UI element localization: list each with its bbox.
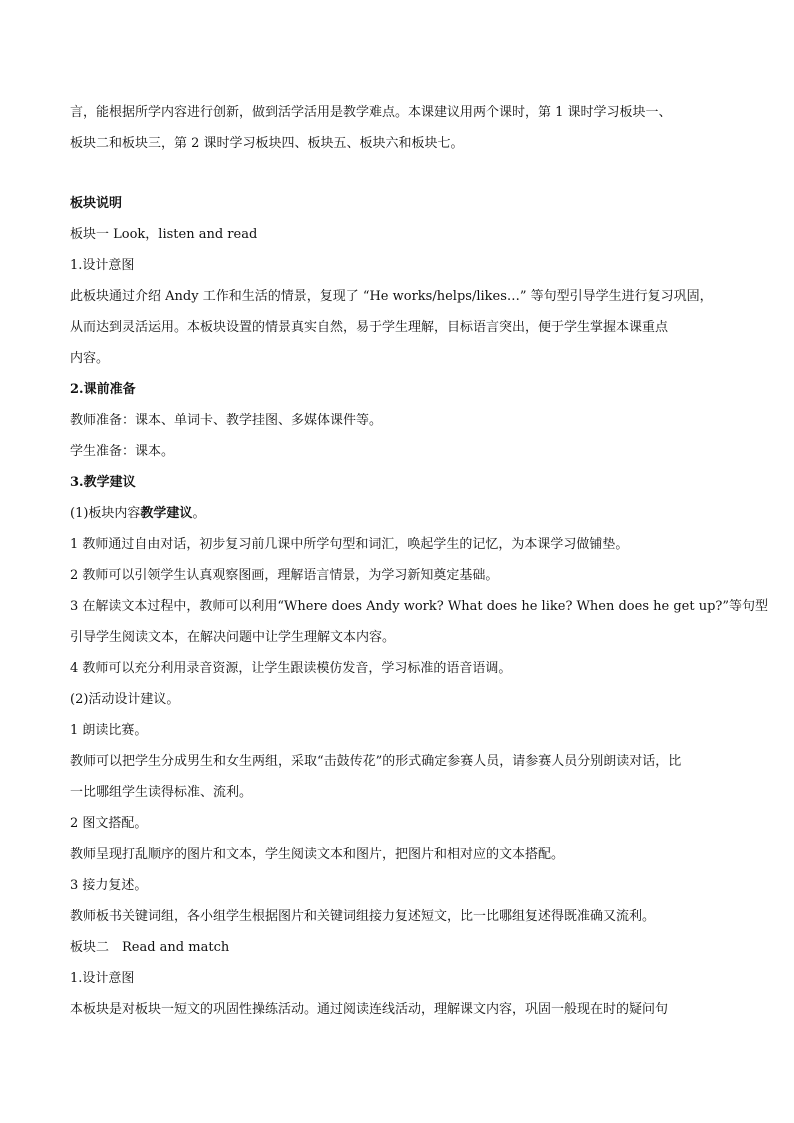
content-item: 3 在解读文本过程中，教师可以利用“Where does Andy work? What does he like? When does he get up?”等句型 (70, 599, 769, 614)
content-heading-suffix: 。 (192, 506, 206, 521)
content-item: 2 教师可以引领学生认真观察图画，理解语言情景，为学习新知奠定基础。 (70, 568, 499, 583)
block1-prep-teacher: 教师准备：课本、单词卡、教学挂图、多媒体课件等。 (70, 413, 383, 428)
block1-design-line-1: 此板块通过介绍 Andy 工作和生活的情景，复现了 “He works/helps/likes…” 等句型引导学生进行复习巩固， (70, 289, 713, 304)
activity-line: 教师可以把学生分成男生和女生两组，采取“击鼓传花”的形式确定参赛人员，请参赛人员分别朗读对话，比 (70, 754, 682, 769)
block2-title: 板块二 Read and match (70, 940, 230, 955)
intro-line-2: 板块二和板块三，第 2 课时学习板块四、板块五、板块六和板块七。 (70, 136, 464, 151)
content-item: 引导学生阅读文本，在解决问题中让学生理解文本内容。 (70, 630, 396, 645)
block2-design-heading: 1.设计意图 (70, 971, 135, 986)
block2-design-line-1: 本板块是对板块一短文的巩固性操练活动。通过阅读连线活动，理解课文内容，巩固一般现在时的疑问句 (70, 1002, 669, 1017)
content-heading-prefix: (1)板块内容 (70, 506, 141, 521)
block1-prep-student: 学生准备：课本。 (70, 444, 175, 459)
activity-line: 1 朗读比赛。 (70, 723, 148, 738)
block1-advice-heading: 3.教学建议 (70, 475, 136, 490)
block1-design-heading: 1.设计意图 (70, 258, 135, 273)
activity-line: 3 接力复述。 (70, 878, 148, 893)
section-title: 板块说明 (70, 196, 123, 211)
block1-design-line-3: 内容。 (70, 351, 110, 366)
content-item: 1 教师通过自由对话，初步复习前几课中所学句型和词汇，唤起学生的记忆，为本课学习做铺垫。 (70, 537, 629, 552)
block1-title: 板块一 Look，listen and read (70, 227, 258, 242)
block1-activity-heading: (2)活动设计建议。 (70, 692, 180, 707)
activity-line: 教师呈现打乱顺序的图片和文本，学生阅读文本和图片，把图片和相对应的文本搭配。 (70, 847, 565, 862)
block1-prep-heading: 2.课前准备 (70, 382, 136, 397)
activity-line: 教师板书关键词组，各小组学生根据图片和关键词组接力复述短文，比一比哪组复述得既准确又流利。 (70, 909, 656, 924)
content-item: 4 教师可以充分利用录音资源，让学生跟读模仿发音，学习标准的语音语调。 (70, 661, 512, 676)
block1-design-line-2: 从而达到灵活运用。本板块设置的情景真实自然，易于学生理解，目标语言突出，便于学生掌握本课重点 (70, 320, 669, 335)
content-heading-bold: 教学建议 (140, 506, 193, 521)
activity-line: 一比哪组学生读得标准、流利。 (70, 785, 253, 800)
activity-line: 2 图文搭配。 (70, 816, 148, 831)
block1-content-heading (70, 498, 730, 529)
paragraph-spacer (70, 159, 730, 188)
intro-line-1: 言，能根据所学内容进行创新，做到活学活用是教学难点。本课建议用两个课时，第 1 课时学习板块一、 (70, 105, 672, 120)
document-page (70, 97, 769, 1025)
